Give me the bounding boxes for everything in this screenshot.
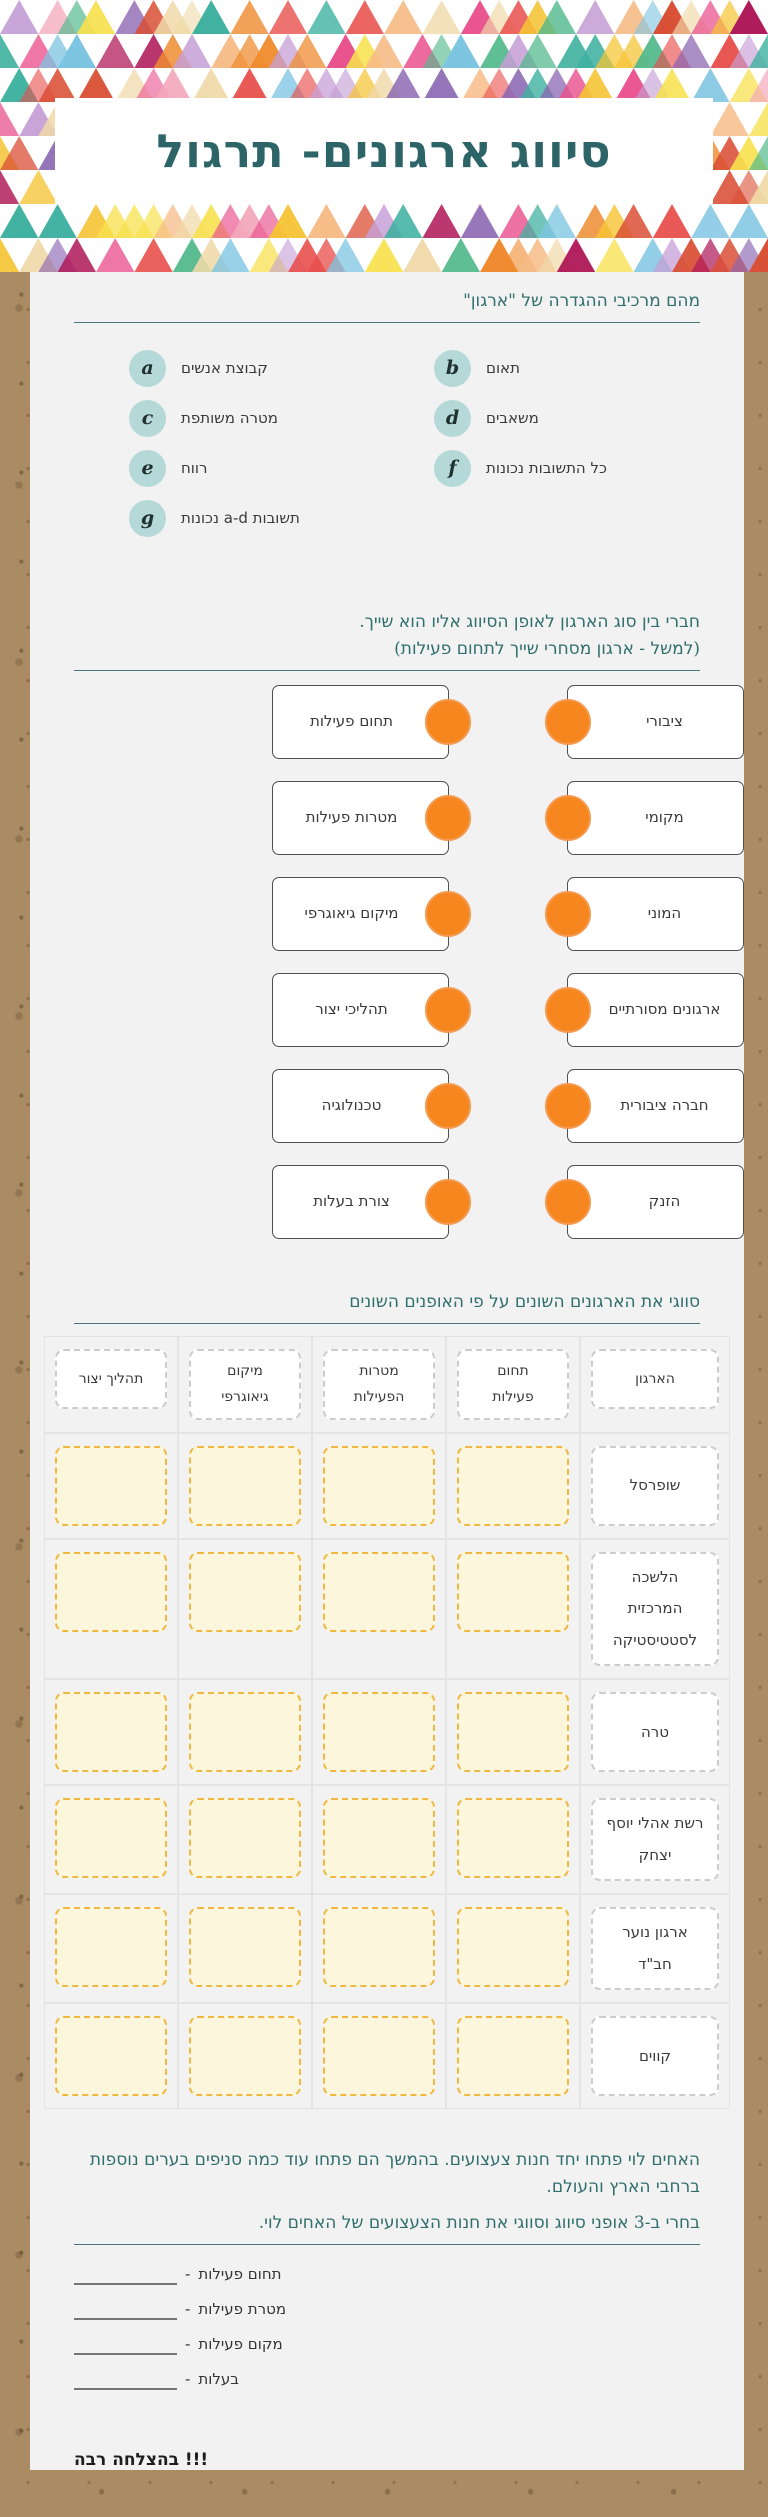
match-connector-dot[interactable] <box>425 1179 471 1225</box>
fill-in-separator: - <box>185 2370 191 2389</box>
organization-name-box: קווים <box>591 2016 719 2096</box>
fill-in-row <box>74 2265 744 2283</box>
page-title: סיווג ארגונים- תרגול <box>156 124 612 178</box>
table-section <box>30 1289 744 1324</box>
answer-drop-zone[interactable] <box>323 1907 435 1987</box>
table-header-cell <box>178 1336 312 1432</box>
matching-pair-row <box>272 685 744 759</box>
match-box-label: תהליכי יצור <box>315 1000 388 1019</box>
fill-in-blank-line[interactable] <box>74 2267 177 2285</box>
question-1-heading: מהם מרכיבי ההגדרה של "ארגון" <box>463 291 700 311</box>
table-answer-cell <box>312 2003 446 2109</box>
choice-letter-circle[interactable]: a <box>129 350 166 387</box>
match-box-right[interactable] <box>567 877 744 951</box>
fill-in-label: תחום פעילות <box>198 2265 282 2284</box>
matching-pair-row <box>272 1069 744 1143</box>
answer-drop-zone[interactable] <box>189 1907 301 1987</box>
answer-drop-zone[interactable] <box>189 1798 301 1878</box>
match-box-left[interactable] <box>272 973 449 1047</box>
choice-option[interactable] <box>434 450 700 487</box>
choice-letter-circle[interactable]: b <box>434 350 471 387</box>
table-answer-cell <box>312 1433 446 1539</box>
section-divider <box>74 322 700 323</box>
match-connector-dot[interactable] <box>425 699 471 745</box>
answer-drop-zone[interactable] <box>189 1446 301 1526</box>
choice-option[interactable] <box>129 450 434 487</box>
section-divider <box>74 670 700 671</box>
match-connector-dot[interactable] <box>425 795 471 841</box>
choice-option[interactable] <box>129 350 434 387</box>
fill-in-list <box>30 2265 744 2388</box>
match-box-label: ציבורי <box>646 712 683 731</box>
answer-drop-zone[interactable] <box>55 1446 167 1526</box>
table-org-cell <box>580 1433 730 1539</box>
match-box-right[interactable] <box>567 1165 744 1239</box>
table-answer-cell <box>178 2003 312 2109</box>
worksheet-body <box>30 272 744 2470</box>
match-connector-dot[interactable] <box>545 795 591 841</box>
fill-in-blank-line[interactable] <box>74 2337 177 2355</box>
column-header-box: תחום פעילות <box>457 1349 569 1419</box>
table-org-cell <box>580 1679 730 1785</box>
answer-drop-zone[interactable] <box>189 1552 301 1632</box>
table-answer-cell <box>178 1785 312 1894</box>
table-org-cell <box>580 1894 730 2003</box>
match-box-label: טכנולוגיה <box>321 1096 382 1115</box>
matching-heading-line1: חברי בין סוג הארגון לאופן הסיווג אליו הוא שייך. <box>359 612 700 633</box>
fill-in-separator: - <box>185 2300 191 2319</box>
column-header-box: תהליך יצור <box>55 1349 167 1409</box>
matching-pair-row <box>272 1165 744 1239</box>
table-header-cell <box>446 1336 580 1432</box>
table-header-cell <box>580 1336 730 1432</box>
match-connector-dot[interactable] <box>545 891 591 937</box>
match-box-left[interactable] <box>272 1165 449 1239</box>
choice-label: תשובות a-d נכונות <box>181 509 300 528</box>
match-box-left[interactable] <box>272 1069 449 1143</box>
match-box-label: תחום פעילות <box>309 712 394 731</box>
match-connector-dot[interactable] <box>545 1083 591 1129</box>
table-answer-cell <box>44 2003 178 2109</box>
matching-pair-row <box>272 781 744 855</box>
column-header-box: מיקום גיאוגרפי <box>189 1349 301 1419</box>
answer-drop-zone[interactable] <box>457 1907 569 1987</box>
choice-option[interactable] <box>434 400 700 437</box>
table-answer-cell <box>178 1679 312 1785</box>
organization-name-box: רשת אהלי יוסף יצחק <box>591 1798 719 1881</box>
good-luck-message: בהצלחה רבה !!! <box>74 2450 209 2471</box>
match-box-left[interactable] <box>272 781 449 855</box>
table-header-cell <box>44 1336 178 1432</box>
choice-label: רווח <box>181 459 208 478</box>
match-connector-dot[interactable] <box>425 891 471 937</box>
fill-in-row <box>74 2370 744 2388</box>
answer-drop-zone[interactable] <box>323 1798 435 1878</box>
answer-drop-zone[interactable] <box>323 1552 435 1632</box>
answer-drop-zone[interactable] <box>457 1798 569 1878</box>
final-paragraph-2: בחרי ב-3 אופני סיווג וסווגי את חנות הצעצועים של האחים לוי. <box>258 2212 700 2233</box>
choice-letter-circle[interactable]: f <box>434 450 471 487</box>
match-box-label: מקומי <box>645 808 684 827</box>
answer-drop-zone[interactable] <box>55 1907 167 1987</box>
answer-drop-zone[interactable] <box>55 2016 167 2096</box>
answer-drop-zone[interactable] <box>323 1692 435 1772</box>
table-answer-cell <box>178 1539 312 1680</box>
column-header-box: הארגון <box>591 1349 719 1409</box>
worksheet-title-banner <box>55 98 713 204</box>
match-box-label: ארגונים מסורתיים <box>608 1000 721 1019</box>
table-org-cell <box>580 1539 730 1680</box>
match-box-right[interactable] <box>567 685 744 759</box>
answer-drop-zone[interactable] <box>189 2016 301 2096</box>
fill-in-separator: - <box>185 2265 191 2284</box>
choice-option[interactable] <box>434 350 700 387</box>
choice-label: כל התשובות נכונות <box>486 459 607 478</box>
table-answer-cell <box>312 1785 446 1894</box>
final-question-section <box>30 2147 744 2245</box>
table-answer-cell <box>44 1785 178 1894</box>
match-box-left[interactable] <box>272 877 449 951</box>
section-divider <box>74 2244 700 2245</box>
final-paragraph-1: האחים לוי פתחו יחד חנות צעצועים. בהמשך הם פתחו עוד כמה סניפים בערים נוספות ברחבי הארץ והעולם. <box>89 2150 700 2197</box>
choice-letter-circle[interactable]: d <box>434 400 471 437</box>
answer-drop-zone[interactable] <box>189 1692 301 1772</box>
match-box-label: המוני <box>647 904 682 923</box>
decorative-header <box>0 0 768 272</box>
table-answer-cell <box>44 1433 178 1539</box>
table-answer-cell <box>312 1894 446 2003</box>
fill-in-label: בעלות <box>198 2370 239 2389</box>
choice-option[interactable] <box>129 500 434 537</box>
match-box-label: מיקום גיאוגרפי <box>304 904 399 923</box>
answer-drop-zone[interactable] <box>323 2016 435 2096</box>
table-answer-cell <box>178 1433 312 1539</box>
organization-name-box: שופרסל <box>591 1446 719 1526</box>
match-connector-dot[interactable] <box>425 1083 471 1129</box>
table-answer-cell <box>44 1539 178 1680</box>
answer-drop-zone[interactable] <box>457 1692 569 1772</box>
match-box-right[interactable] <box>567 1069 744 1143</box>
match-box-label: חברה ציבורית <box>620 1096 709 1115</box>
table-answer-cell <box>446 1679 580 1785</box>
choice-letter-circle[interactable]: e <box>129 450 166 487</box>
table-answer-cell <box>44 1679 178 1785</box>
table-answer-cell <box>178 1894 312 2003</box>
match-box-label: הזנק <box>648 1192 681 1211</box>
fill-in-label: מקום פעילות <box>198 2335 283 2354</box>
table-answer-cell <box>446 1894 580 2003</box>
table-answer-cell <box>446 1539 580 1680</box>
classification-table <box>44 1336 730 2109</box>
fill-in-blank-line[interactable] <box>74 2372 177 2390</box>
answer-drop-zone[interactable] <box>457 1552 569 1632</box>
choice-option[interactable] <box>129 400 434 437</box>
choice-label: מטרה משותפת <box>181 409 278 428</box>
section-divider <box>74 1323 700 1324</box>
match-box-right[interactable] <box>567 781 744 855</box>
fill-in-separator: - <box>185 2335 191 2354</box>
match-box-label: צורת בעלות <box>313 1192 390 1211</box>
matching-section <box>30 609 744 671</box>
answer-drop-zone[interactable] <box>323 1446 435 1526</box>
choice-letter-circle[interactable]: g <box>129 500 166 537</box>
column-header-box: מטרות הפעילות <box>323 1349 435 1419</box>
fill-in-blank-line[interactable] <box>74 2302 177 2320</box>
match-connector-dot[interactable] <box>425 987 471 1033</box>
match-box-left[interactable] <box>272 685 449 759</box>
organization-name-box: טרה <box>591 1692 719 1772</box>
table-header-cell <box>312 1336 446 1432</box>
table-org-cell <box>580 1785 730 1894</box>
matching-pair-row <box>272 877 744 951</box>
organization-name-box: ארגון נוער חב"ד <box>591 1907 719 1990</box>
answer-drop-zone[interactable] <box>457 1446 569 1526</box>
table-org-cell <box>580 2003 730 2109</box>
choice-letter-circle[interactable]: c <box>129 400 166 437</box>
table-heading: סווגי את הארגונים השונים על פי האופנים השונים <box>349 1292 700 1313</box>
table-answer-cell <box>446 2003 580 2109</box>
fill-in-label: מטרת פעילות <box>198 2300 287 2319</box>
answer-drop-zone[interactable] <box>55 1798 167 1878</box>
match-connector-dot[interactable] <box>545 987 591 1033</box>
table-answer-cell <box>312 1679 446 1785</box>
choice-label: תאום <box>486 359 520 378</box>
matching-pairs-area <box>272 685 744 1239</box>
choice-label: קבוצת אנשים <box>181 359 268 378</box>
match-connector-dot[interactable] <box>545 1179 591 1225</box>
matching-pair-row <box>272 973 744 1047</box>
choice-label: משאבים <box>486 409 539 428</box>
match-box-label: מטרות פעילות <box>305 808 398 827</box>
table-answer-cell <box>44 1894 178 2003</box>
answer-drop-zone[interactable] <box>55 1552 167 1632</box>
table-answer-cell <box>446 1433 580 1539</box>
match-box-right[interactable] <box>567 973 744 1047</box>
match-connector-dot[interactable] <box>545 699 591 745</box>
table-answer-cell <box>312 1539 446 1680</box>
matching-heading-line2: (למשל - ארגון מסחרי שייך לתחום פעילות) <box>394 638 700 659</box>
choice-options-grid <box>129 343 700 543</box>
answer-drop-zone[interactable] <box>55 1692 167 1772</box>
fill-in-row <box>74 2335 744 2353</box>
question-1-section <box>30 272 744 543</box>
fill-in-row <box>74 2300 744 2318</box>
organization-name-box: הלשכה המרכזית לסטטיסטיקה <box>591 1552 719 1667</box>
answer-drop-zone[interactable] <box>457 2016 569 2096</box>
table-answer-cell <box>446 1785 580 1894</box>
